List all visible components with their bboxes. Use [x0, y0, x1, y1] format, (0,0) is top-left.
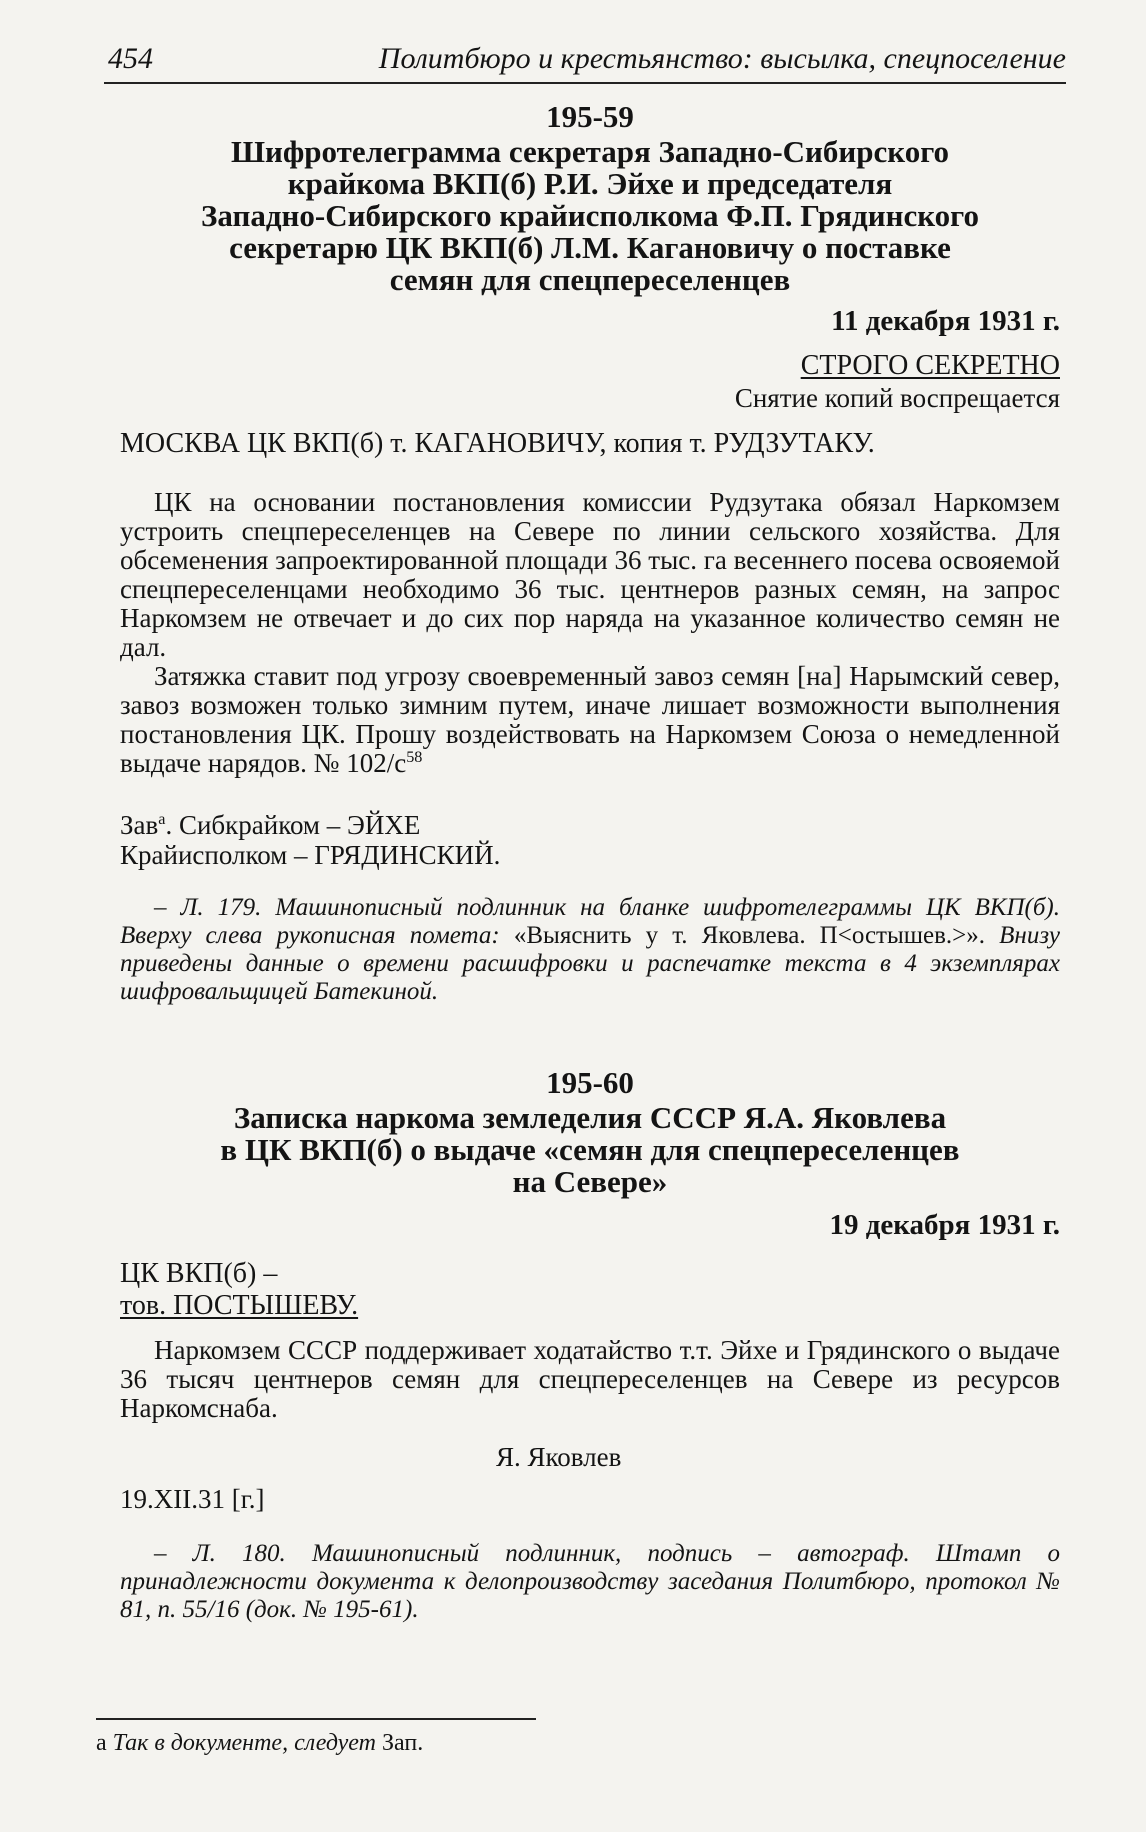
footnote-text: Так в документе, следует [106, 1730, 376, 1756]
footnote [96, 1728, 1056, 1758]
doc1-no-copies: Снятие копий воспрещается [734, 383, 1060, 413]
doc2-signature: Я. Яковлев [496, 1442, 622, 1472]
doc2-title-line: в ЦК ВКП(б) о выдаче «семян для спецпереселенцев [220, 1132, 960, 1167]
doc2-address [120, 1258, 1060, 1322]
page-number: 454 [108, 42, 153, 75]
note-quote: «Выяснить у т. Яковлева. П<остышев.>». [513, 922, 986, 949]
doc2-title-line: Записка наркома земледелия СССР Я.А. Яковлева [233, 1100, 947, 1135]
doc2-title [120, 1102, 1060, 1198]
doc1-title [120, 136, 1060, 296]
note-part: – Л. 179. Машинописный подлинник на бланке шифротелеграммы ЦК ВКП(б). Вверху слева рукописная помета: [120, 894, 1060, 949]
note-part: Внизу приведены данные о времени расшифровки и распечатке текста в 4 экземплярах шифровальщицей Батекиной. [120, 922, 1060, 1005]
doc1-signature-1 [120, 810, 1060, 840]
doc2-date: 19 декабря 1931 г. [829, 1209, 1060, 1241]
doc1-signatures [120, 810, 1060, 870]
doc2-body [120, 1336, 1060, 1423]
doc1-secrecy-stamp: СТРОГО СЕКРЕТНО [800, 350, 1060, 381]
header-rule [104, 82, 1066, 84]
doc1-paragraph-2 [120, 662, 1060, 778]
doc1-signature-2: Крайисполком – ГРЯДИНСКИЙ. [120, 840, 501, 870]
doc1-title-line: семян для спецпереселенцев [389, 262, 791, 297]
doc1-title-line: Западно-Сибирского крайисполкома Ф.П. Грядинского [201, 198, 979, 233]
doc1-archival-note [120, 894, 1060, 1006]
footnote-text-plain: Зап. [375, 1730, 424, 1756]
doc1-body [120, 488, 1060, 778]
sig-label: Зав [120, 810, 159, 840]
doc2-note-text: – Л. 180. Машинописный подлинник, подпись – автограф. Штамп о принадлежности документа к делопроизводству заседания Политбюро, протокол № 81, п. 55/16 (док. № 195-61). [120, 1540, 1060, 1623]
doc1-paragraph-1: ЦК на основании постановления комиссии Рудзутака обязал Наркомзем устроить спецпереселенцев на Севере по линии сельского хозяйства. Для обсеменения запроектированной площади 36 тыс. га весеннего посева освояемой спецпереселенцами необходимо 36 тыс. центнеров разных семян, на запрос Наркомзем не отвечает и до сих пор наряда на указанное количество семян не дал. [120, 487, 1060, 662]
sig-name: . Сибкрайком – ЭЙХЕ [165, 810, 421, 840]
doc1-title-line: крайкома ВКП(б) Р.И. Эйхе и председателя [287, 166, 893, 201]
doc1-number: 195-59 [546, 99, 634, 134]
doc1-address: МОСКВА ЦК ВКП(б) т. КАГАНОВИЧУ, копия т. РУДЗУТАКУ. [120, 428, 875, 459]
doc1-title-line: секретарю ЦК ВКП(б) Л.М. Кагановичу о поставке [229, 230, 951, 265]
doc2-address-line-2: тов. ПОСТЫШЕВУ. [120, 1290, 359, 1321]
footnote-rule [96, 1718, 536, 1720]
doc1-title-line: Шифротелеграмма секретаря Западно-Сибирского [230, 134, 950, 169]
footnote-marker: а [158, 810, 166, 828]
running-title: Политбюро и крестьянство: высылка, спецпоселение [378, 42, 1066, 75]
doc1-paragraph-2-text: Затяжка ставит под угрозу своевременный завоз семян [на] Нарымский север, завоз возможен только зимним путем, иначе лишает возможности выполнения постановления ЦК. Прошу воздействовать на Наркомзем Союза о немедленной выдаче нарядов. № 102/с [120, 661, 1060, 778]
doc2-paragraph-1: Наркомзем СССР поддерживает ходатайство т.т. Эйхе и Грядинского о выдаче 36 тысяч центнеров семян для спецпереселенцев на Севере из ресурсов Наркомснаба. [120, 1335, 1060, 1423]
doc2-archival-note [120, 1540, 1060, 1624]
doc2-doc-date: 19.XII.31 [г.] [120, 1484, 265, 1514]
doc1-date: 11 декабря 1931 г. [831, 305, 1060, 337]
footnote-marker: а [96, 1730, 107, 1756]
doc2-address-line-1: ЦК ВКП(б) – [120, 1258, 278, 1289]
doc2-title-line: на Севере» [512, 1164, 668, 1199]
doc1-footnote-ref: 58 [406, 748, 423, 766]
doc2-number: 195-60 [546, 1065, 634, 1100]
